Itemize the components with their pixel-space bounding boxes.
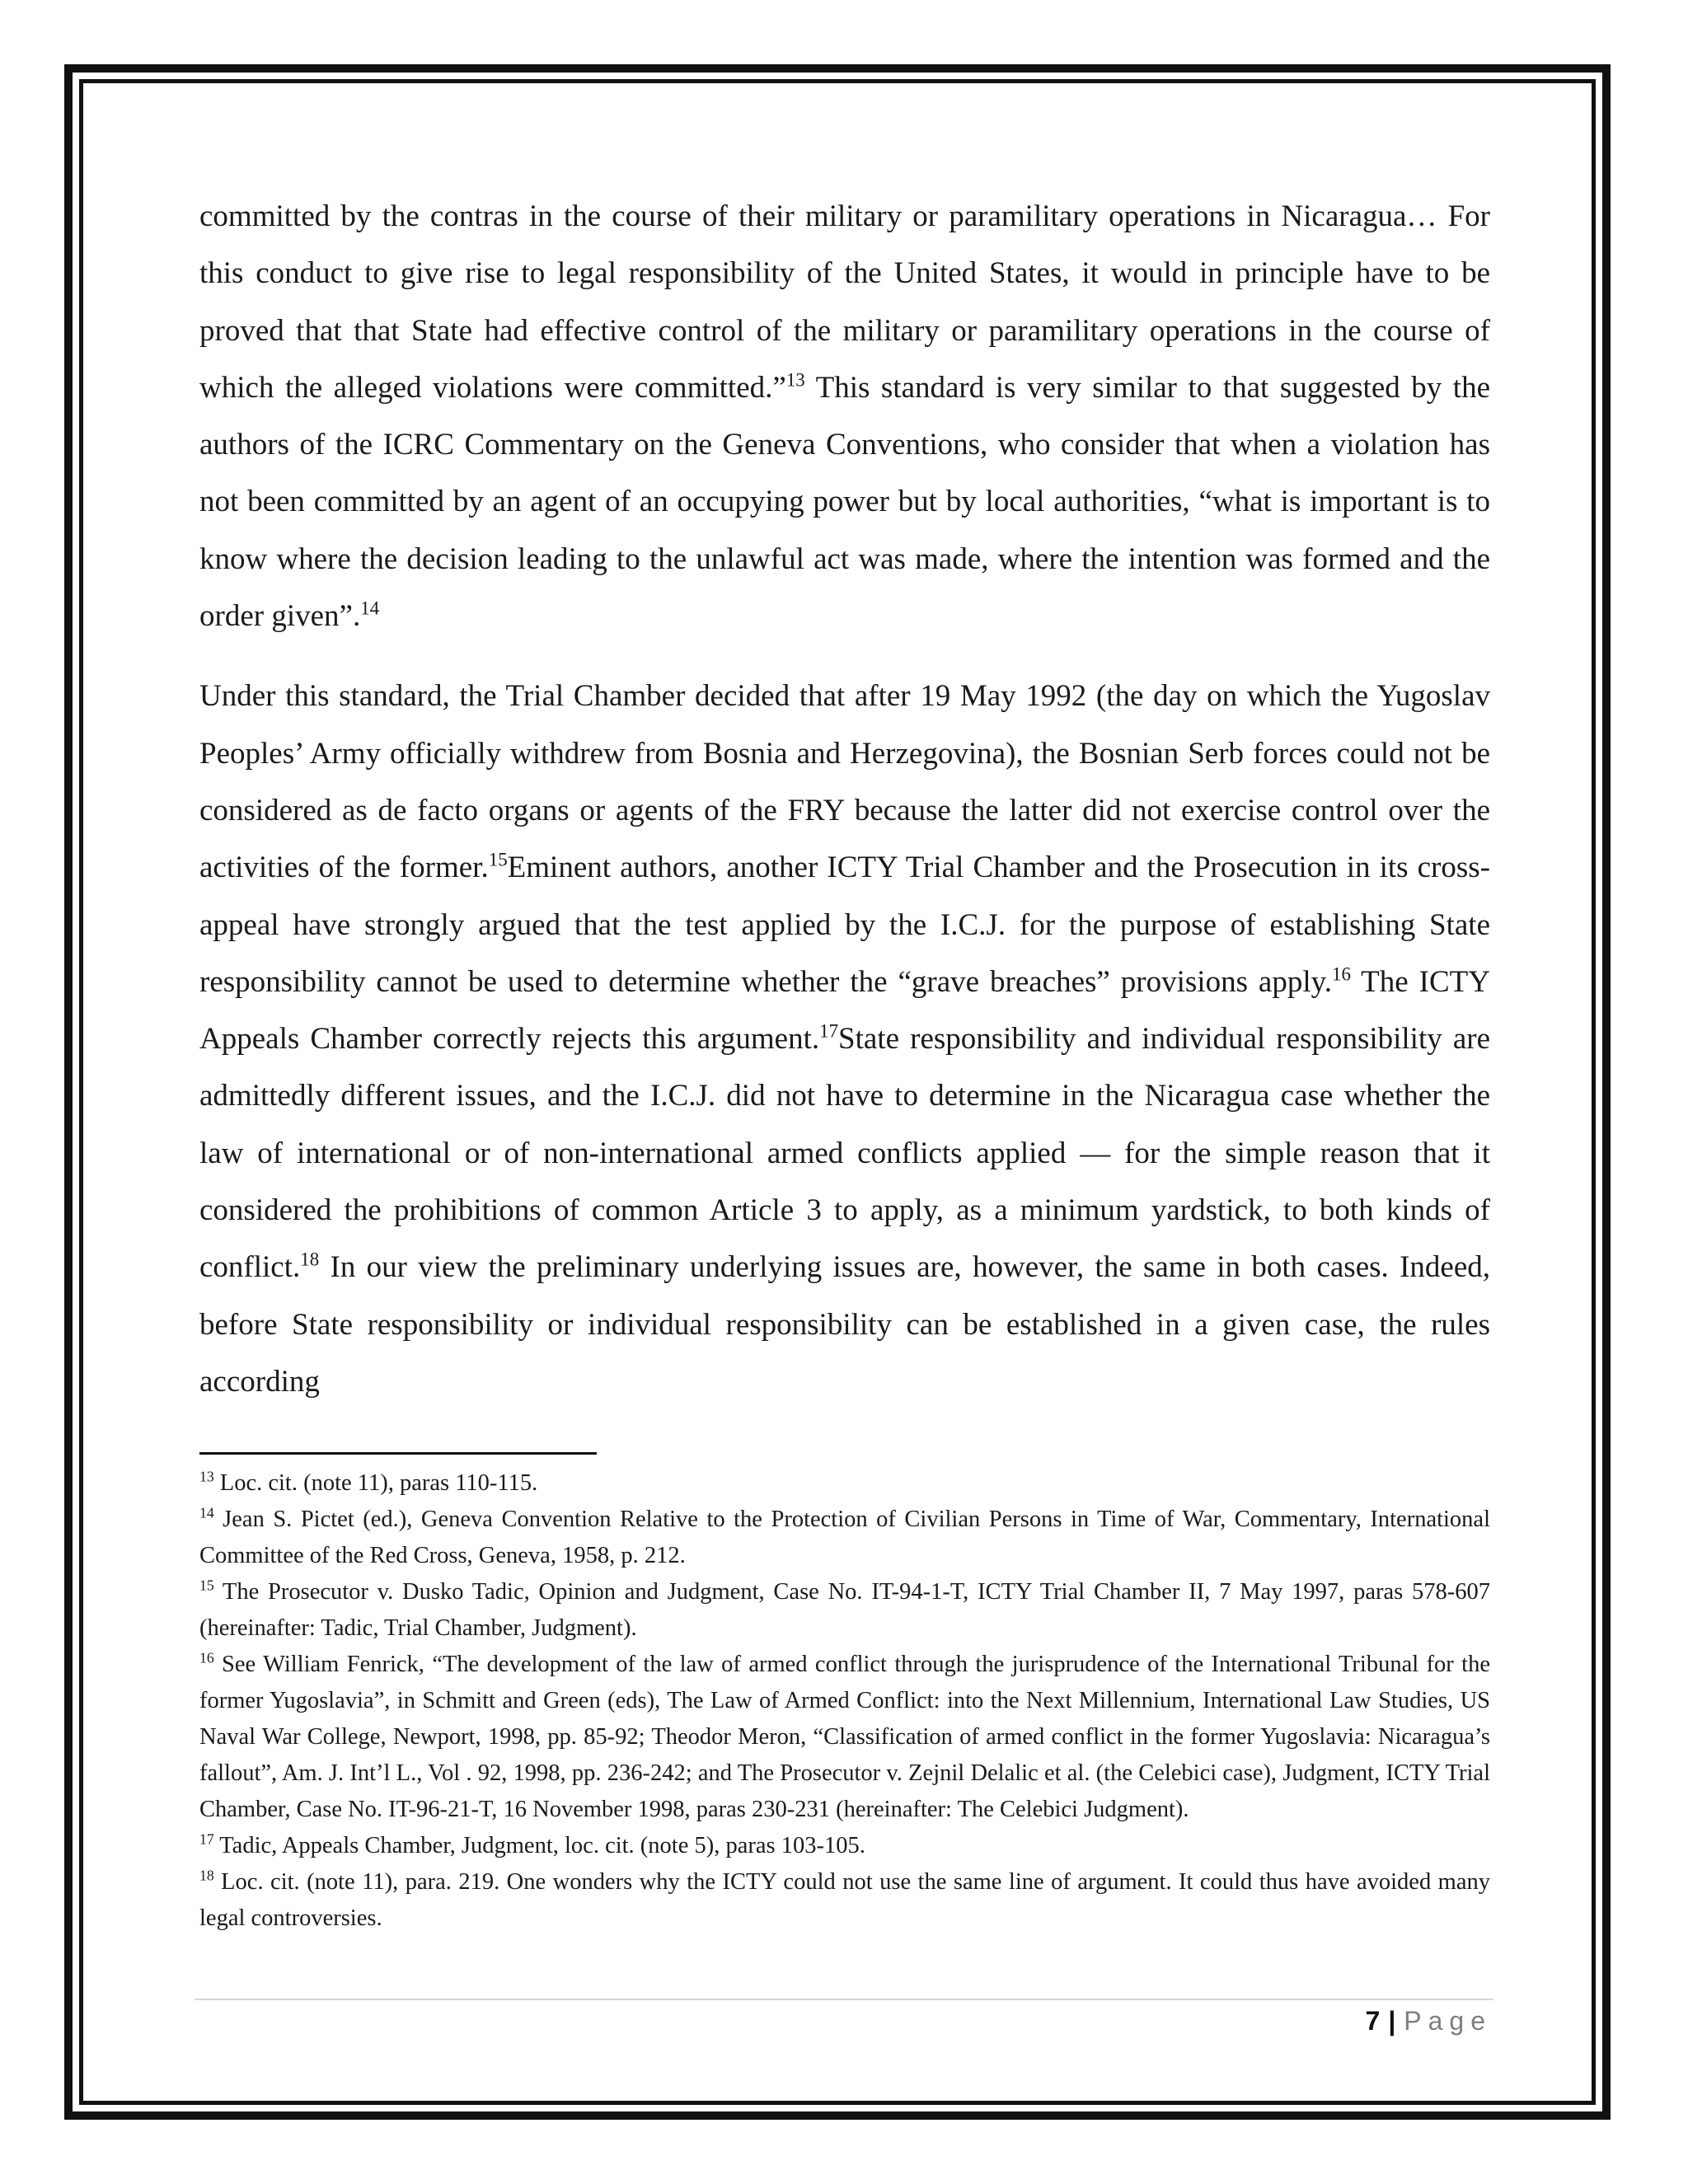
footnote-separator [199,1452,597,1455]
footnote [199,1864,1490,1937]
footer-divider [195,1999,1493,2000]
footnote-text: Loc. cit. (note 11), paras 110-115. [213,1470,538,1496]
body-paragraph [199,668,1490,1410]
footnote-text: Jean S. Pictet (ed.), Geneva Convention Relative to the Protection of Civilian Persons in Time of War, Commentary, International Committee of the Red Cross, Geneva, 1958, p. 212. [199,1507,1490,1568]
footnote-number: 13 [199,1468,214,1485]
text-run: committed by the contras in the course of their military or paramilitary operations in Nicaragua… For this conduct to give rise to legal responsibility of the United States, it would in principle have to be proved that that State had effective control of the military or paramilitary operations in the course of which the alleged violations were committed.” [199,199,1490,405]
text-run: This standard is very similar to that suggested by the authors of the ICRC Commentary on the Geneva Conventions, who consider that when a violation has not been committed by an agent of an occupying power but by local authorities, “what is important is to know where the decision leading to the unlawful act was made, where the intention was formed and the order given”. [199,370,1490,634]
page-label: Page [1404,2006,1492,2036]
page-number-value: 7 [1365,2006,1381,2036]
body-paragraph [199,188,1490,644]
footnote [199,1828,1490,1864]
footnote-reference: 16 [1331,963,1351,985]
text-run: In our view the preliminary underlying issues are, however, the same in both cases. Indeed, before State responsibility or individual responsibility can be established in a given case, the rules according [199,1250,1490,1399]
footnote-text: See William Fenrick, “The development of the law of armed conflict through the jurisprudence of the International Tribunal for the former Yugoslavia”, in Schmitt and Green (eds), The Law of Armed Conflict: into the Next Millennium, International Law Studies, US Naval War College, Newport, 1998, pp. 85-92; Theodor Meron, “Classification of armed conflict in the former Yugoslavia: Nicaragua’s fallout”, Am. J. Int’l L., Vol . 92, 1998, pp. 236-242; and The Prosecutor v. Zejnil Delalic et al. (the Celebici case), Judgment, ICTY Trial Chamber, Case No. IT-96-21-T, 16 November 1998, paras 230-231 (hereinafter: The Celebici Judgment). [199,1652,1490,1822]
footnote-text: The Prosecutor v. Dusko Tadic, Opinion and Judgment, Case No. IT-94-1-T, ICTY Trial Chamber II, 7 May 1997, paras 578-607 (hereinafter: Tadic, Trial Chamber, Judgment). [199,1579,1490,1641]
footnote-reference: 13 [785,369,805,391]
footnote-reference: 15 [488,849,508,870]
body-text [199,188,1490,1410]
footnote-reference: 17 [819,1020,839,1042]
footnote [199,1647,1490,1828]
footnote-text: Loc. cit. (note 11), para. 219. One wonders why the ICTY could not use the same line of argument. It could thus have avoided many legal controversies. [199,1869,1490,1931]
footnote [199,1574,1490,1647]
footnote-text: Tadic, Appeals Chamber, Judgment, loc. cit. (note 5), paras 103-105. [213,1833,865,1858]
page-number-separator: | [1388,2006,1396,2036]
footnote-reference: 18 [300,1249,320,1271]
text-run: State responsibility and individual responsibility are admittedly different issues, and the I.C.J. did not have to determine in the Nicaragua case whether the law of international or of non-international armed conflicts applied — for the simple reason that it considered the prohibitions of common Article 3 to apply, as a minimum yardstick, to both kinds of conflict. [199,1022,1490,1285]
footnote-number: 15 [199,1577,214,1594]
footnote [199,1502,1490,1574]
page-number [1366,2003,1492,2039]
footnote [199,1465,1490,1502]
footnote-number: 16 [199,1649,214,1666]
text-run: The ICTY Appeals Chamber correctly rejects this argument. [199,964,1490,1057]
footnote-number: 14 [199,1504,214,1521]
text-run: Under this standard, the Trial Chamber decided that after 19 May 1992 (the day on which the Yugoslav Peoples’ Army officially withdrew from Bosnia and Herzegovina), the Bosnian Serb forces could not be considered as de facto organs or agents of the FRY because the latter did not exercise control over the activities of the former. [199,679,1490,885]
text-run: Eminent authors, another ICTY Trial Chamber and the Prosecution in its cross-appeal have strongly argued that the test applied by the I.C.J. for the purpose of establishing State responsibility cannot be used to determine whether the “grave breaches” provisions apply. [199,851,1490,999]
footnotes [199,1465,1490,1937]
footnote-number: 17 [199,1830,214,1848]
footnote-number: 18 [199,1867,214,1884]
footnote-reference: 14 [360,598,380,619]
